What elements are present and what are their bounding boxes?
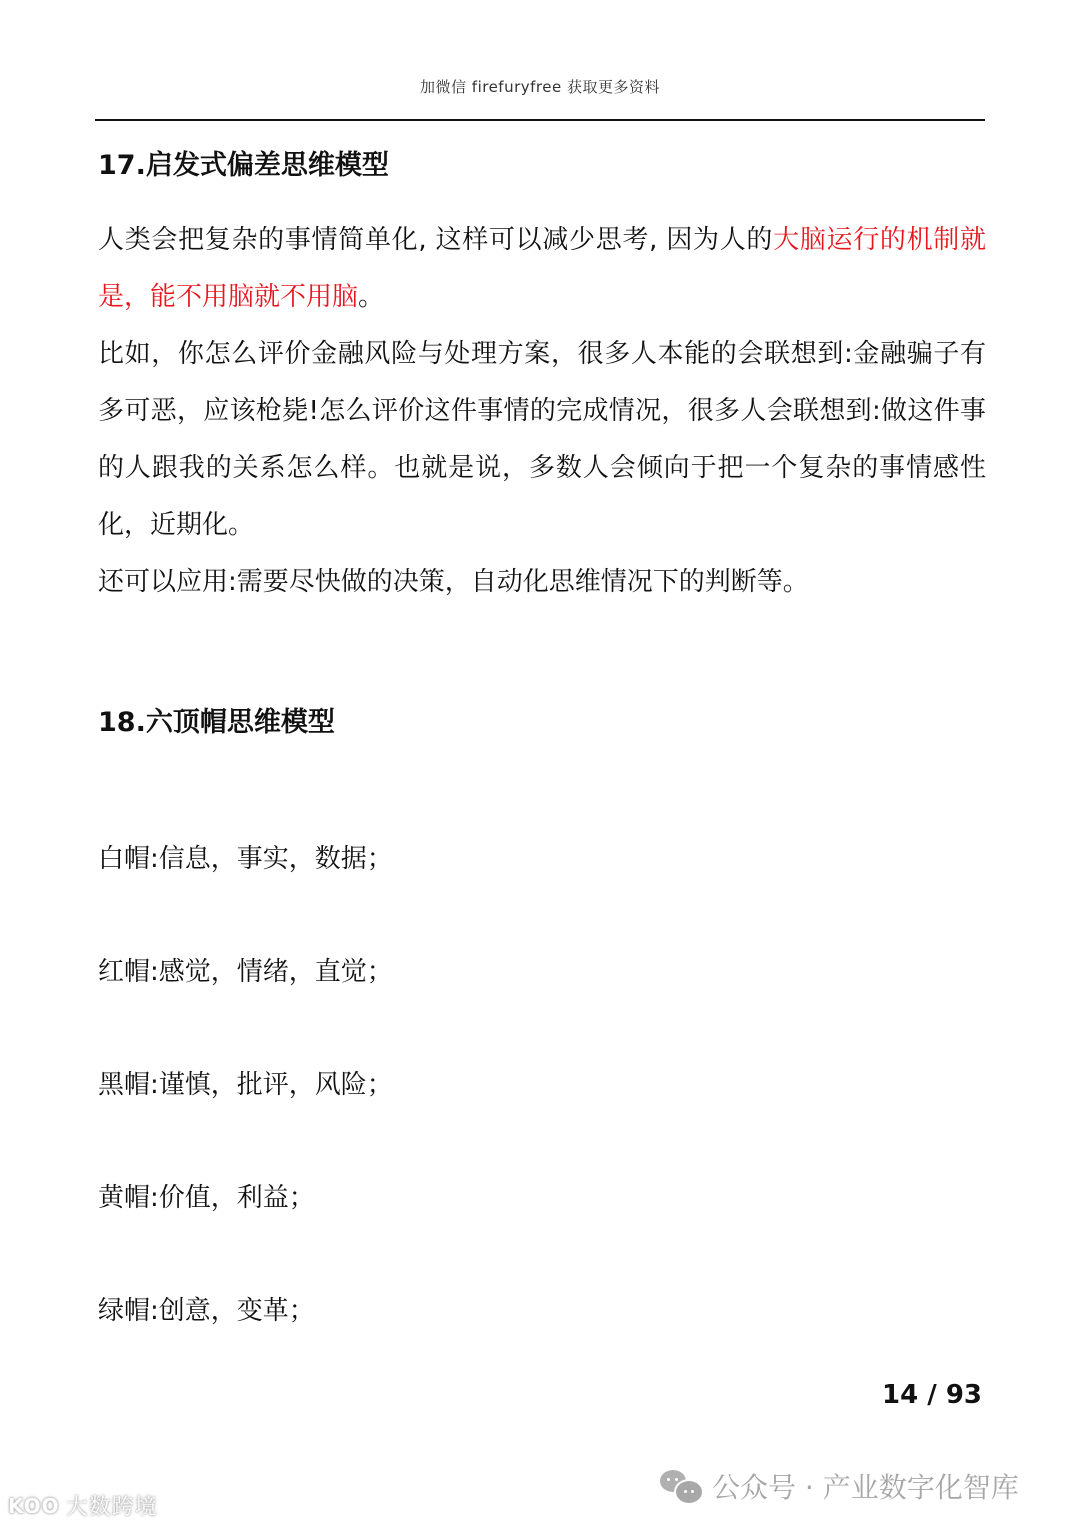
section-title-17: 17.启发式偏差思维模型 xyxy=(98,150,389,181)
paragraph-tail: 。 xyxy=(358,282,385,312)
hat-white: 白帽:信息，事实，数据； xyxy=(98,844,393,874)
highlighted-text: 大脑运行的机制就是，能不用脑就不用脑 xyxy=(98,225,986,312)
page-number: 14 / 93 xyxy=(882,1380,982,1410)
wechat-account-label: 公众号 · 产业数字化智库 xyxy=(712,1471,1019,1504)
corner-watermark-label: 大数跨境 xyxy=(65,1495,158,1520)
wechat-icon xyxy=(658,1468,702,1504)
header-divider xyxy=(95,119,985,121)
koo-logo-icon: KOO xyxy=(8,1493,60,1518)
corner-watermark xyxy=(8,1490,158,1521)
section-title-18: 18.六顶帽思维模型 xyxy=(98,707,335,738)
section-17-paragraph-3: 还可以应用:需要尽快做的决策，自动化思维情况下的判断等。 xyxy=(98,567,809,597)
hat-black: 黑帽:谨慎，批评，风险； xyxy=(98,1070,393,1100)
wechat-watermark xyxy=(658,1466,1019,1506)
header-note: 加微信 firefuryfree 获取更多资料 xyxy=(420,78,660,96)
section-17-paragraph-1 xyxy=(98,212,986,326)
hat-red: 红帽:感觉，情绪，直觉； xyxy=(98,957,393,987)
section-17-paragraph-2: 比如，你怎么评价金融风险与处理方案，很多人本能的会联想到:金融骗子有多可恶，应该枪毙!怎么评价这件事情的完成情况，很多人会联想到:做这件事的人跟我的关系怎么样。也就是说，多数人会倾向于把一个复杂的事情感性化，近期化。 xyxy=(98,339,986,540)
hat-yellow: 黄帽:价值，利益； xyxy=(98,1183,315,1213)
hat-green: 绿帽:创意，变革； xyxy=(98,1296,315,1326)
paragraph-text: 人类会把复杂的事情简单化, 这样可以减少思考, 因为人的 xyxy=(98,225,774,255)
